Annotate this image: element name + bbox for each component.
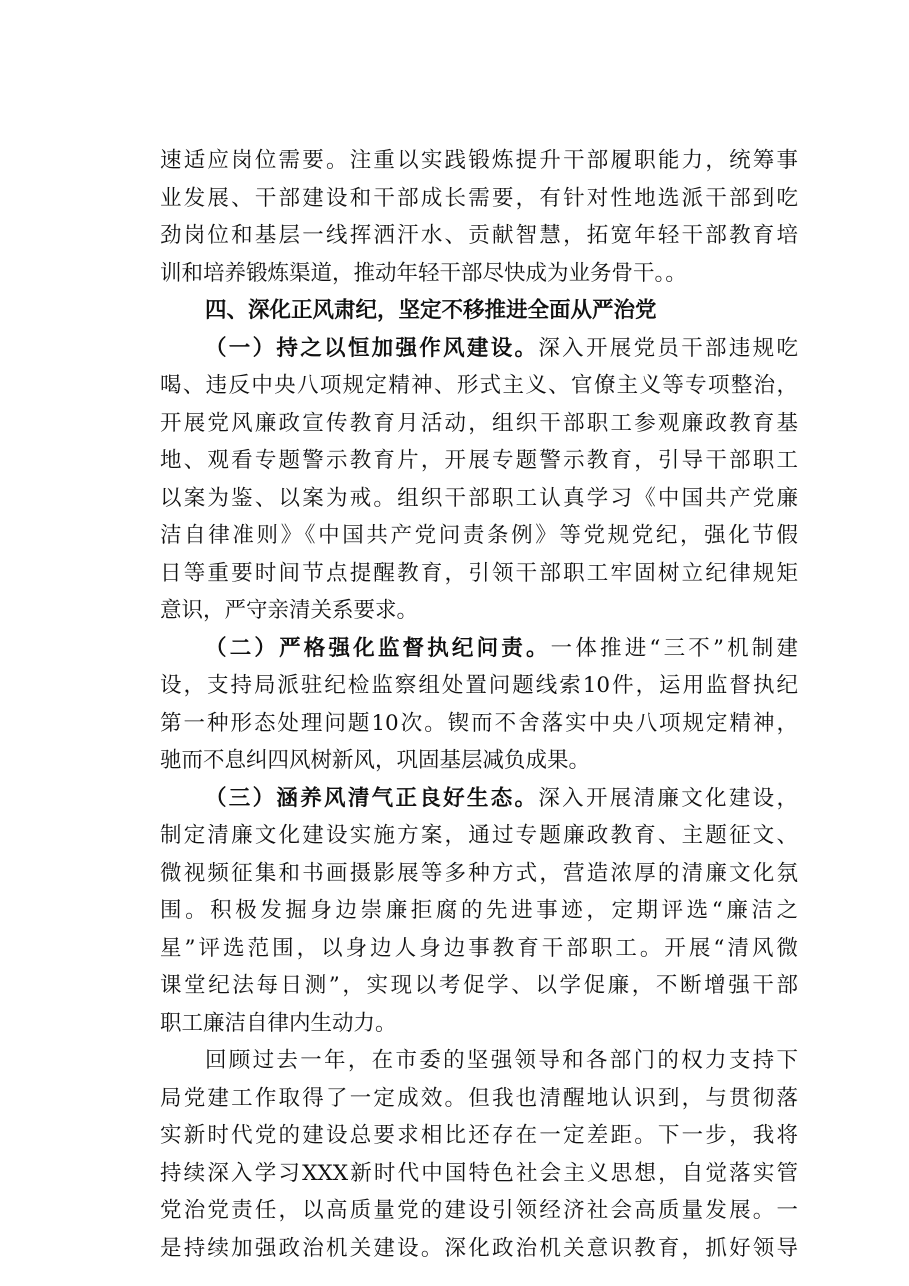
body-line: 回顾过去一年，在市委的坚强领导和各部门的权力支持下 bbox=[205, 1048, 798, 1073]
section-heading: 四、深化正风肃纪，坚定不移推进全面从严治党 bbox=[205, 298, 657, 323]
subsection-heading: （三）涵养风清气正良好生态。 bbox=[205, 785, 539, 811]
body-line: 职工廉洁自律内生动力。 bbox=[160, 1010, 397, 1036]
body-line: 持续深入学习XXX新时代中国特色社会主义思想，自觉落实管 bbox=[160, 1160, 798, 1186]
subsection-first-line bbox=[160, 780, 798, 818]
body-line: 星”评选范围，以身边人身边事教育干部职工。开展“清风微 bbox=[160, 935, 798, 961]
subsection-heading: （二）严格强化监督执纪问责。 bbox=[205, 635, 551, 661]
body-line: 喝、违反中央八项规定精神、形式主义、官僚主义等专项整治， bbox=[160, 373, 798, 398]
body-line: 局党建工作取得了一定成效。但我也清醒地认识到，与贯彻落 bbox=[160, 1085, 798, 1111]
body-line: 设，支持局派驻纪检监察组处置问题线索10件，运用监督执纪 bbox=[160, 673, 798, 698]
body-line: 地、观看专题警示教育片，开展专题警示教育，引导干部职工 bbox=[160, 448, 798, 473]
body-text: 一体推进“三不”机制建 bbox=[550, 635, 798, 661]
body-line: 驰而不息纠四风树新风，巩固基层减负成果。 bbox=[160, 748, 591, 773]
body-line: 制定清廉文化建设实施方案，通过专题廉政教育、主题征文、 bbox=[160, 823, 798, 848]
subsection-heading: （一）持之以恒加强作风建设。 bbox=[205, 335, 539, 361]
body-line: 围。积极发掘身边崇廉拒腐的先进事迹，定期评选“廉洁之 bbox=[160, 898, 798, 923]
body-line: 微视频征集和书画摄影展等多种方式，营造浓厚的清廉文化氛 bbox=[160, 860, 798, 886]
document-body bbox=[160, 142, 798, 1267]
body-line: 以案为鉴、以案为戒。组织干部职工认真学习《中国共产党廉 bbox=[160, 485, 798, 511]
body-line: 开展党风廉政宣传教育月活动，组织干部职工参观廉政教育基 bbox=[160, 410, 798, 436]
body-line: 是持续加强政治机关建设。深化政治机关意识教育，抓好领导 bbox=[160, 1235, 798, 1261]
body-text: 深入开展党员干部违规吃 bbox=[538, 335, 798, 361]
body-line: 党治党责任，以高质量党的建设引领经济社会高质量发展。一 bbox=[160, 1198, 798, 1223]
body-line: 第一种形态处理问题10次。锲而不舍落实中央八项规定精神， bbox=[160, 710, 798, 736]
subsection-first-line bbox=[160, 330, 798, 368]
body-line: 日等重要时间节点提醒教育，引领干部职工牢固树立纪律规矩 bbox=[160, 560, 798, 586]
body-line: 劲岗位和基层一线挥洒汗水、贡献智慧，拓宽年轻干部教育培 bbox=[160, 223, 798, 248]
subsection-first-line bbox=[160, 630, 798, 668]
body-text: 深入开展清廉文化建设， bbox=[538, 785, 798, 811]
body-line: 课堂纪法每日测”，实现以考促学、以学促廉，不断增强干部 bbox=[160, 973, 798, 998]
body-line: 洁自律准则》《中国共产党问责条例》等党规党纪，强化节假 bbox=[160, 523, 798, 548]
body-line: 速适应岗位需要。注重以实践锻炼提升干部履职能力，统筹事 bbox=[160, 148, 798, 173]
body-line: 业发展、干部建设和干部成长需要，有针对性地选派干部到吃 bbox=[160, 185, 798, 211]
body-line: 实新时代党的建设总要求相比还存在一定差距。下一步，我将 bbox=[160, 1123, 798, 1148]
body-line: 意识，严守亲清关系要求。 bbox=[160, 598, 419, 623]
body-line: 训和培养锻炼渠道，推动年轻干部尽快成为业务骨干。。 bbox=[160, 260, 687, 286]
